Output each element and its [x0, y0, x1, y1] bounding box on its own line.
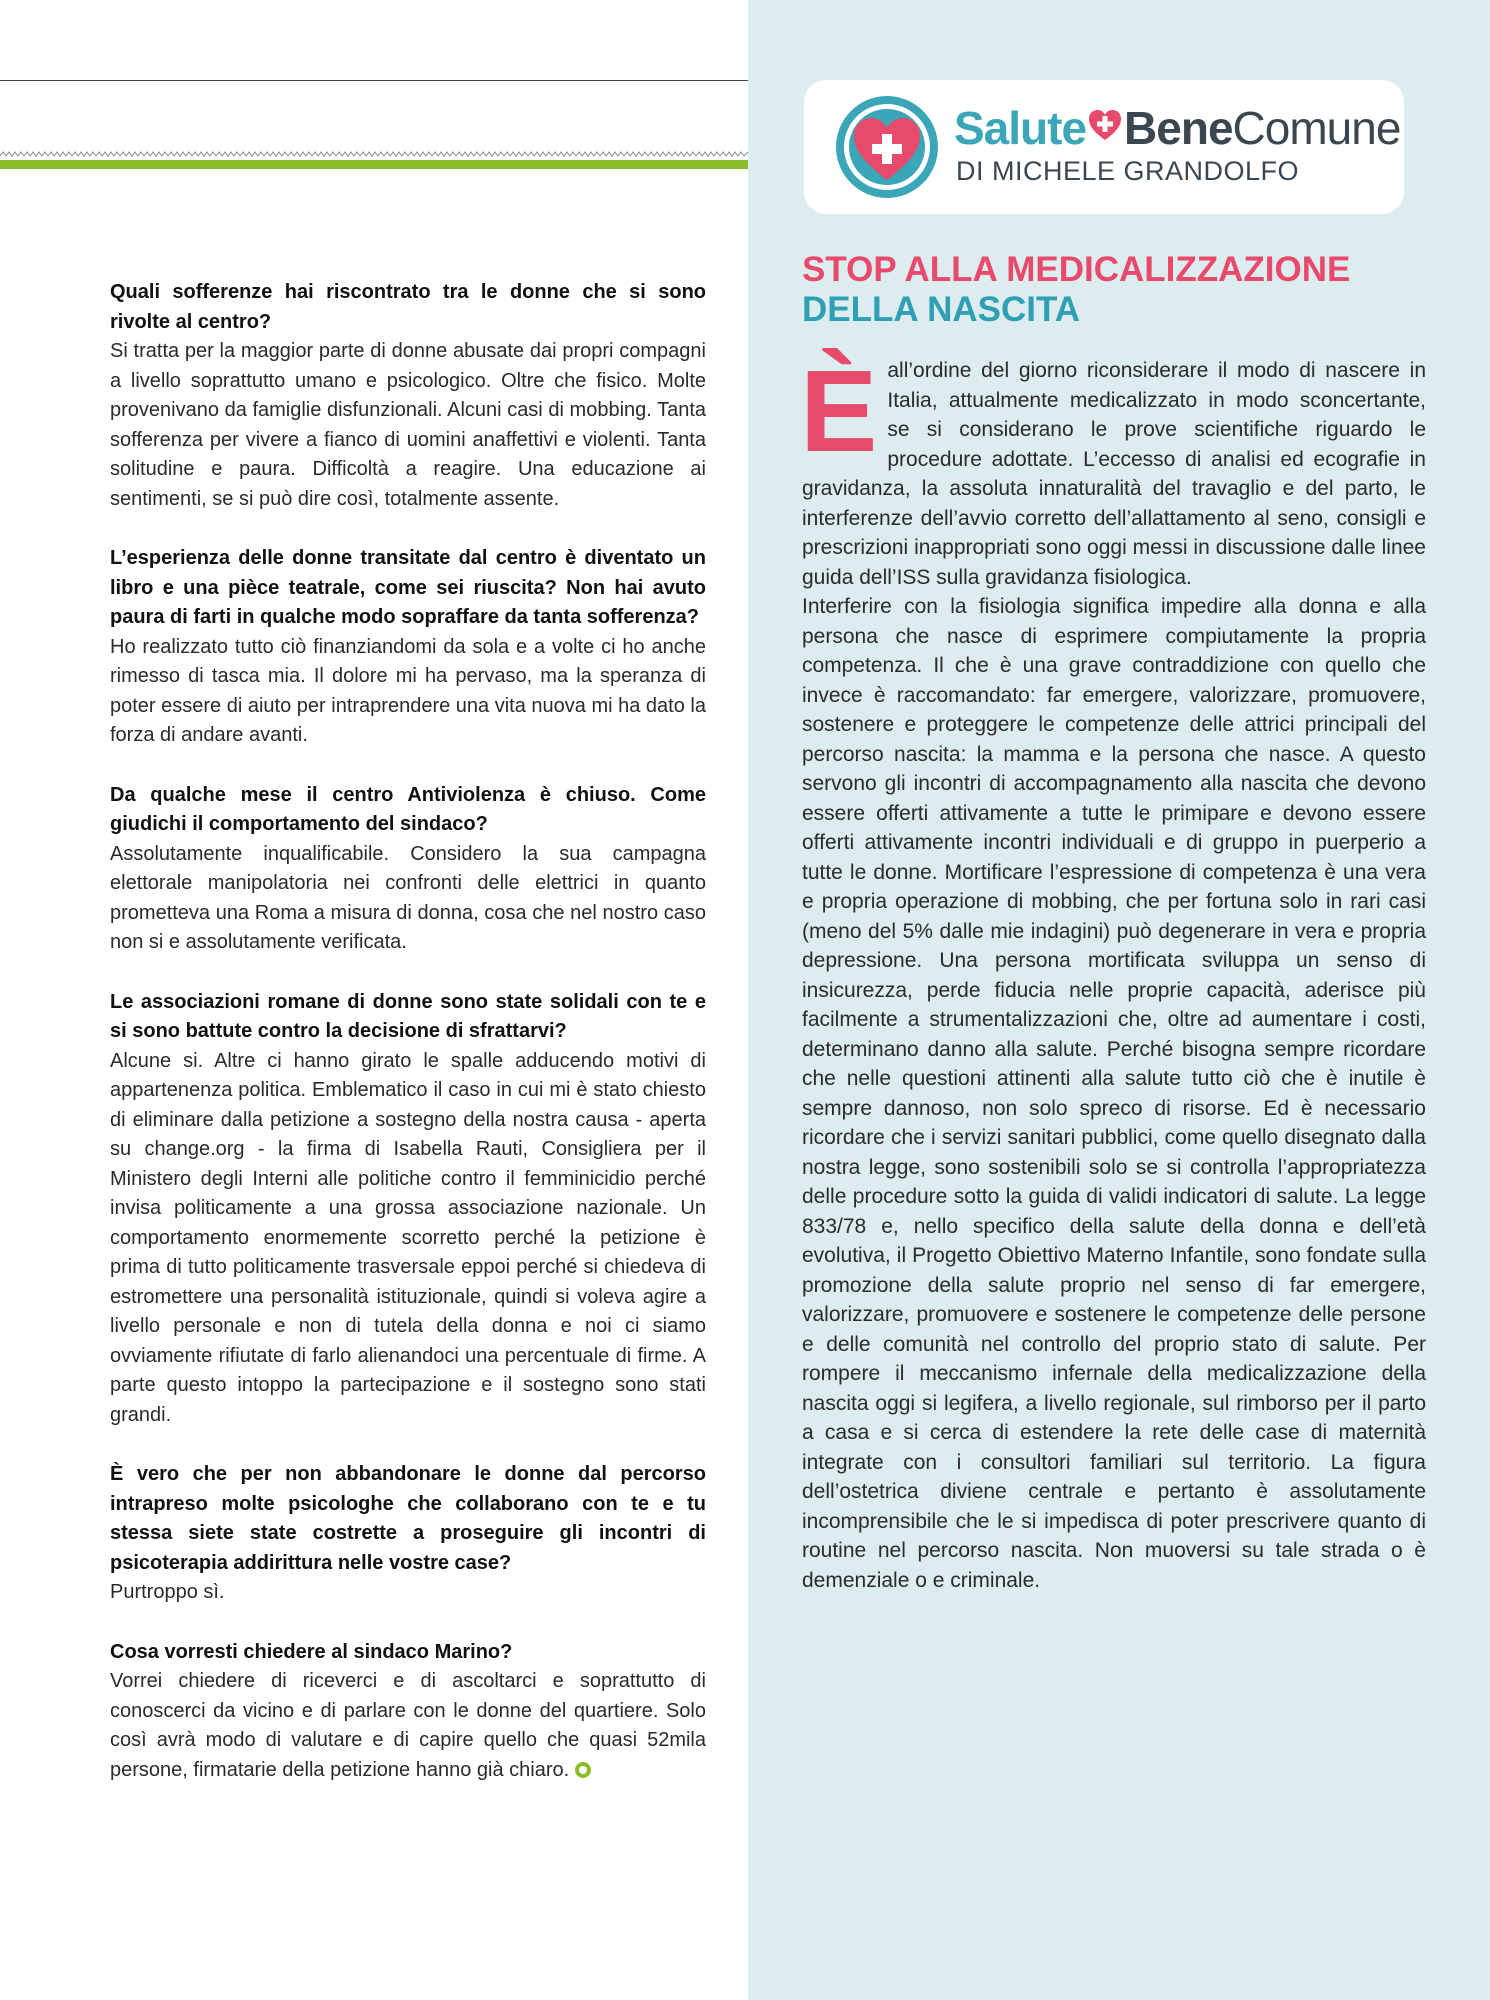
- article-paragraph-1: all’ordine del giorno riconsiderare il modo di nascere in Italia, attualmente medicalizzato in modo sconcertante, se si considerano le prove scientifiche riguardo le procedure adottate. L’eccesso di analisi ed ecografie in gravidanza, la assoluta innaturalità del travaglio e del parto, le interferenze dell’avvio corretto dell’allattamento al seno, consigli e prescrizioni inappropriati sono oggi messi in discussione dalle linee guida dell’ISS sulla gravidanza fisiologica.: [802, 359, 1426, 589]
- interview-column: [110, 278, 706, 1815]
- end-of-article-icon: [575, 1762, 591, 1778]
- column-panel: [748, 0, 1490, 2000]
- column-article: [800, 346, 1426, 1595]
- interview-qa-1: [110, 278, 706, 514]
- interview-answer-text: Vorrei chiedere di riceverci e di ascoltarci e soprattutto di conoscerci da vicino e di parlare con le donne del quartiere. Solo così avrà modo di valutare e di capire quello che quasi 52mila persone, firmatarie della petizione hanno già chiaro.: [110, 1670, 706, 1781]
- heart-cross-icon: [834, 94, 940, 200]
- interview-answer: Assolutamente inqualificabile. Considero la sua campagna elettorale manipolatoria nei confronti delle elettrici in quanto prometteva una Roma a misura di donna, cosa che nel nostro caso non si e assolutamente verificata.: [110, 842, 706, 953]
- interview-question: Da qualche mese il centro Antiviolenza è chiuso. Come giudichi il comportamento del sindaco?: [110, 783, 706, 835]
- logo-word-bene: Bene: [1124, 102, 1233, 154]
- interview-answer: [110, 1667, 706, 1785]
- column-logo: [804, 80, 1404, 214]
- interview-answer: Ho realizzato tutto ciò finanziandomi da sola e a volte ci ho anche rimesso di tasca mia. Il dolore mi ha pervaso, ma la speranza di poter essere di aiuto per intraprendere una vita nuova mi ha dato la forza di andare avanti.: [110, 635, 706, 746]
- headline-line-2: DELLA NASCITA: [802, 290, 1081, 329]
- interview-question: Quali sofferenze hai riscontrato tra le donne che si sono rivolte al centro?: [110, 281, 706, 333]
- article-paragraph-2: Interferire con la fisiologia significa impedire alla donna e alla persona che nasce di esprimere compiutamente la propria competenza. Il che è una grave contraddizione con quello che invece è raccomandato: far emergere, valorizzare, promuovere, sostenere e proteggere le competenze delle attrici principali del percorso nascita: la mamma e la persona che nasce. A questo servono gli incontri di accompagnamento alla nascita che devono essere offerti attivamente a tutte le primipare e devono essere offerti attivamente incontri individuali e di gruppo in puerperio a tutte le donne. Mortificare l’espressione di competenza è una vera e propria operazione di mobbing, che per fortuna solo in rari casi (meno del 5% dalle mie indagini) può degenerare in vera e propria depressione. Una persona mortificata sviluppa un senso di insicurezza, perde fiducia nelle proprie capacità, aderisce più facilmente a strumentalizzazioni che, oltre ad aumentare i costi, determinano danno alla salute. Perché bisogna sempre ricordare che nelle questioni attinenti alla salute tutto ciò che è inutile è sempre dannoso, non solo spreco di risorse. Ed è necessario ricordare che i servizi sanitari pubblici, come quello disegnato dalla nostra legge, sono sostenibili solo se si controlla l’appropriatezza delle procedure sotto la guida di validi indicatori di salute. La legge 833/78 e, nello specifico della salute della donna e dell’età evolutiva, il Progetto Obiettivo Materno Infantile, sono fondate sulla promozione della salute proprio nel senso di far emergere, valorizzare, promuovere e sostenere le competenze delle persone e delle comunità nel controllo del proprio stato di salute. Per rompere il meccanismo infernale della medicalizzazione della nascita oggi si legifera, a livello regionale, sul rimborso per il parto a casa e si cerca di estendere la rete delle case di maternità integrate con i consultori familiari sul territorio. La figura dell’ostetrica diviene centrale e pertanto è assolutamente incomprensibile che le si impedisca di poter prescrivere quanto di routine nel percorso nascita. Non muoversi su tale strada o è demenziale o e criminale.: [802, 595, 1426, 1592]
- headline-line-1: STOP ALLA MEDICALIZZAZIONE: [802, 250, 1351, 289]
- interview-question: È vero che per non abbandonare le donne dal percorso intrapreso molte psicologhe che collaborano con te e tu stessa siete state costrette a proseguire gli incontri di psicoterapia addirittura nelle vostre case?: [110, 1463, 706, 1574]
- interview-qa-3: [110, 781, 706, 958]
- drop-cap: È: [800, 346, 878, 476]
- interview-qa-6: [110, 1638, 706, 1786]
- interview-question: L’esperienza delle donne transitate dal centro è diventato un libro e una pièce teatrale, come sei riuscita? Non hai avuto paura di farti in qualche modo sopraffare da tanta sofferenza?: [110, 547, 706, 628]
- top-rule: [0, 80, 748, 81]
- logo-word-comune: Comune: [1232, 102, 1401, 154]
- interview-answer: Alcune si. Altre ci hanno girato le spalle adducendo motivi di appartenenza politica. Emblematico il caso in cui mi è stato chiesto di eliminare dalla petizione a sostegno della nostra causa - aperta su change.org - la firma di Isabella Rauti, Consigliera per il Ministero degli Interni alle politiche contro il femminicidio perché invisa politicamente a una grossa associazione nazionale. Un comportamento enormemente scorretto perché la petizione è prima di tutto politicamente trasversale eppoi perché si chiedeva di estromettere una personalità istituzionale, quindi si voleva agire a livello personale e non di tutela della donna e noi ci siamo ovviamente rifiutate di farlo alienandoci una percentuale di firme. A parte questo intoppo la partecipazione e il sostegno sono stati grandi.: [110, 1049, 706, 1426]
- column-headline: [802, 250, 1350, 330]
- green-accent-bar: [0, 160, 748, 169]
- interview-qa-5: [110, 1460, 706, 1608]
- interview-question: Le associazioni romane di donne sono state solidali con te e si sono battute contro la decisione di sfrattarvi?: [110, 990, 706, 1042]
- logo-byline: DI MICHELE GRANDOLFO: [956, 156, 1300, 186]
- interview-qa-2: [110, 544, 706, 751]
- logo-word-salute: Salute: [954, 102, 1087, 154]
- plus-heart-icon: [1088, 108, 1122, 142]
- zigzag-divider: [0, 150, 748, 158]
- logo-wordmark: [954, 104, 1400, 152]
- interview-qa-4: [110, 988, 706, 1431]
- interview-question: Cosa vorresti chiedere al sindaco Marino?: [110, 1640, 513, 1663]
- interview-answer: Purtroppo sì.: [110, 1581, 225, 1603]
- interview-answer: Si tratta per la maggior parte di donne abusate dai propri compagni a livello soprattutto umano e psicologico. Oltre che fisico. Molte provenivano da famiglie disfunzionali. Alcuni casi di mobbing. Tanta sofferenza per vivere a fianco di uomini anaffettivi e violenti. Tanta solitudine e paura. Difficoltà a reagire. Una educazione ai sentimenti, se si può dire così, totalmente assente.: [110, 340, 706, 510]
